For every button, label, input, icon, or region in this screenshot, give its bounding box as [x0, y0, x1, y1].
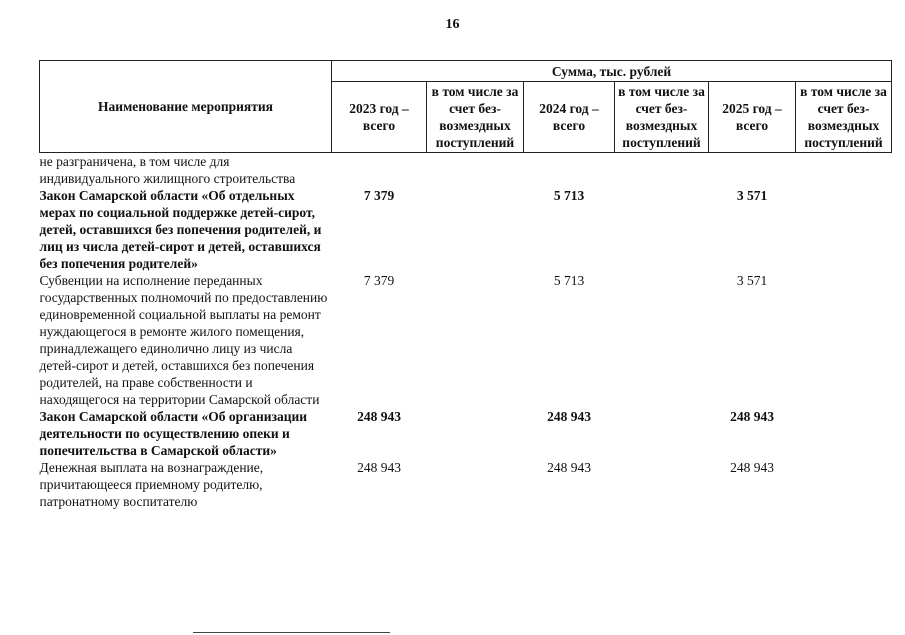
cell-2024-total: 5 713	[553, 273, 585, 288]
cell-2024-total: 248 943	[547, 409, 591, 424]
cell-2024-grants	[615, 153, 709, 188]
cell-2025-grants	[796, 459, 892, 510]
cell-2025-grants	[796, 187, 892, 272]
cell-2023-grants	[427, 408, 524, 459]
cell-2023-grants	[427, 187, 524, 272]
cell-2025-total: 3 571	[736, 273, 768, 288]
cell-2023-total: 7 379	[363, 188, 395, 203]
row-name: не разграничена, в том числе для индивидуального жилищного строительства	[39, 154, 296, 186]
cell-2025-grants	[796, 272, 892, 408]
cell-2024-grants	[615, 408, 709, 459]
cell-2024-total: 248 943	[547, 460, 591, 475]
header-2024-total: 2024 год – всего	[524, 82, 615, 153]
table-row	[40, 153, 892, 188]
table-row	[40, 459, 892, 510]
cell-2025-total	[709, 153, 796, 188]
row-name: Закон Самарской области «Об организации деятельности по осуществлению опеки и попечительства в Самарской области»	[39, 409, 308, 458]
cell-2024-grants	[615, 459, 709, 510]
row-name: Закон Самарской области «Об отдельных мерах по социальной поддержке детей-сирот, детей, оставшихся без попечения родителей, и лиц из числа детей-сирот и детей, оставшихся без попечения родителей»	[39, 188, 322, 271]
cell-2025-total: 248 943	[730, 409, 774, 424]
header-2023-grants: в том числе за счет безвозмездных поступлений	[427, 82, 524, 153]
cell-2023-total: 248 943	[357, 409, 401, 424]
header-2025-grants: в том числе за счет безвозмездных поступлений	[796, 82, 892, 153]
footnote-divider	[193, 632, 390, 633]
cell-2023-total: 7 379	[363, 273, 395, 288]
cell-2023-grants	[427, 272, 524, 408]
cell-2024-total: 5 713	[553, 188, 585, 203]
cell-2023-grants	[427, 459, 524, 510]
header-2025-total: 2025 год – всего	[709, 82, 796, 153]
cell-2025-grants	[796, 408, 892, 459]
row-name: Субвенции на исполнение переданных государственных полномочий по предоставлению единовременной социальной выплаты на ремонт нуждающегося в ремонте жилого помещения, принадлежащего единолично лицу из числа детей-сирот и детей, оставшихся без попечения родителей, на праве собственности и находящегося на территории Самарской области	[39, 273, 328, 407]
cell-2023-total	[332, 153, 427, 188]
table-row	[40, 272, 892, 408]
table-row	[40, 187, 892, 272]
header-sum-group: Сумма, тыс. рублей	[332, 61, 892, 82]
cell-2023-total: 248 943	[357, 460, 401, 475]
cell-2025-total: 248 943	[730, 460, 774, 475]
table-row	[40, 408, 892, 459]
row-name: Денежная выплата на вознаграждение, причитающееся приемному родителю, патронатному воспитателю	[39, 460, 264, 509]
cell-2023-grants	[427, 153, 524, 188]
header-2023-total: 2023 год – всего	[332, 82, 427, 153]
page-number: 16	[445, 17, 460, 32]
cell-2024-grants	[615, 272, 709, 408]
budget-table	[39, 60, 892, 510]
header-2024-grants: в том числе за счет безвозмездных поступлений	[615, 82, 709, 153]
header-name-column: Наименование мероприятия	[40, 61, 332, 153]
cell-2024-grants	[615, 187, 709, 272]
cell-2025-total: 3 571	[736, 188, 768, 203]
cell-2025-grants	[796, 153, 892, 188]
cell-2024-total	[524, 153, 615, 188]
